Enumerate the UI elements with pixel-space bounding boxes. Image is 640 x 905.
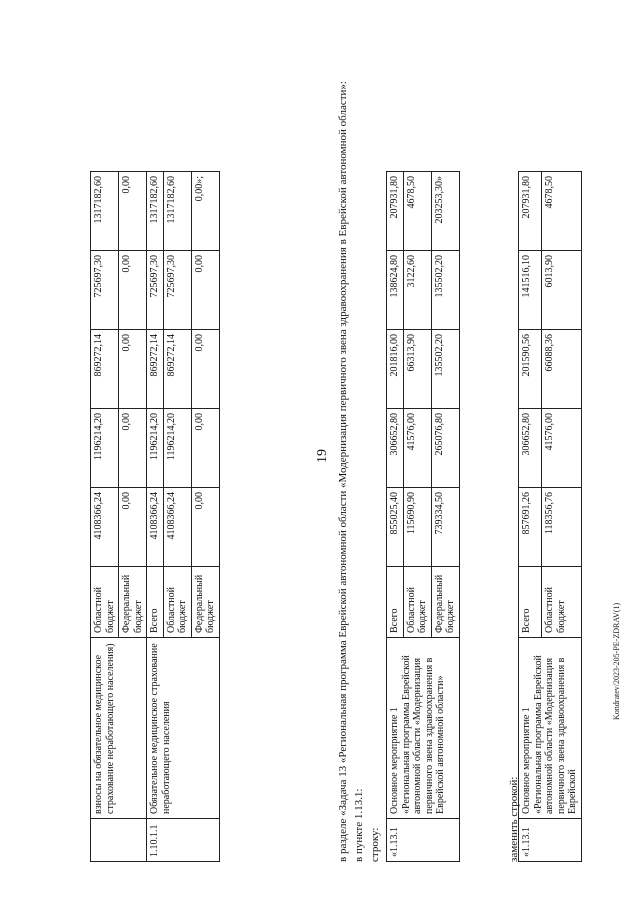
- replace-label: заменить строкой:: [508, 776, 520, 862]
- value-cell: 118356,76: [542, 488, 581, 567]
- funding-source: Федеральный бюджет: [119, 567, 147, 638]
- value-cell: 265076,80: [431, 409, 459, 488]
- table-row: [387, 172, 404, 862]
- value-cell: 4678,50: [542, 172, 581, 251]
- funding-source: Всего: [147, 567, 164, 638]
- funding-source: Областной бюджет: [403, 567, 431, 638]
- page-number: 19: [315, 449, 330, 463]
- value-cell: 306652,80: [387, 409, 404, 488]
- value-cell: 4678,50: [403, 172, 431, 251]
- value-cell: 1317182,60: [163, 172, 191, 251]
- row-number: 1.10.1.1: [147, 819, 220, 862]
- funding-source: Федеральный бюджет: [191, 567, 219, 638]
- value-cell: 725697,30: [147, 251, 164, 330]
- budget-table-new-row: [518, 171, 582, 862]
- funding-source: Областной бюджет: [542, 567, 581, 638]
- funding-source: Всего: [519, 567, 542, 638]
- row-name: взносы на обязательное медицинское страхование неработающего населения): [91, 638, 147, 819]
- value-cell: 725697,30: [91, 251, 119, 330]
- value-cell: 1196214,20: [147, 409, 164, 488]
- value-cell: 0,00: [119, 488, 147, 567]
- value-cell: 739334,50: [431, 488, 459, 567]
- value-cell: 0,00: [191, 409, 219, 488]
- row-label: строку:: [368, 827, 381, 862]
- funding-source: Всего: [387, 567, 404, 638]
- table-row: [519, 172, 542, 862]
- subpoint-text: в пункте 1.13.1:: [352, 788, 365, 862]
- value-cell: 4108366,24: [147, 488, 164, 567]
- value-cell: 0,00: [191, 251, 219, 330]
- value-cell: 0,00: [191, 488, 219, 567]
- value-cell: 1196214,20: [91, 409, 119, 488]
- value-cell: 0,00»;: [191, 172, 219, 251]
- value-cell: 0,00: [191, 330, 219, 409]
- row-number: [91, 819, 147, 862]
- value-cell: 306652,80: [519, 409, 542, 488]
- value-cell: 207931,80: [387, 172, 404, 251]
- value-cell: 4108366,24: [163, 488, 191, 567]
- value-cell: 135502,20: [431, 251, 459, 330]
- row-name: Обязательное медицинское страхование неработающего населения: [147, 638, 220, 819]
- funding-source: Областной бюджет: [91, 567, 119, 638]
- value-cell: 1317182,60: [91, 172, 119, 251]
- value-cell: 0,00: [119, 409, 147, 488]
- value-cell: 201590,56: [519, 330, 542, 409]
- funding-source: Федеральный бюджет: [431, 567, 459, 638]
- value-cell: 855025,40: [387, 488, 404, 567]
- value-cell: 0,00: [119, 330, 147, 409]
- value-cell: 3122,60: [403, 251, 431, 330]
- value-cell: 1196214,20: [163, 409, 191, 488]
- value-cell: 201816,00: [387, 330, 404, 409]
- row-name: Основное мероприятие 1 «Региональная программа Еврейской автономной области «Модернизация первичного звена здравоохранения в Еврейской автономной области»: [387, 638, 460, 819]
- table-row: [147, 172, 164, 862]
- value-cell: 207931,80: [519, 172, 542, 251]
- amendment-text: [335, 62, 384, 862]
- value-cell: 41576,00: [403, 409, 431, 488]
- value-cell: 66088,36: [542, 330, 581, 409]
- budget-table-old-row: [386, 171, 460, 862]
- table-row: [91, 172, 119, 862]
- value-cell: 869272,14: [163, 330, 191, 409]
- section-paragraph: в разделе «Задача 13 «Региональная программа Еврейской автономной области «Модернизация первичного звена здравоохранения в Еврейской автономной области»:: [337, 81, 349, 862]
- value-cell: 203253,30»: [431, 172, 459, 251]
- row-number: «1.13.1: [519, 819, 582, 862]
- budget-table-top: [90, 171, 220, 862]
- value-cell: 41576,00: [542, 409, 581, 488]
- value-cell: 6013,90: [542, 251, 581, 330]
- value-cell: 141516,10: [519, 251, 542, 330]
- value-cell: 66313,90: [403, 330, 431, 409]
- funding-source: Областной бюджет: [163, 567, 191, 638]
- value-cell: 869272,14: [147, 330, 164, 409]
- value-cell: 869272,14: [91, 330, 119, 409]
- value-cell: 857691,26: [519, 488, 542, 567]
- row-number: «1.13.1: [387, 819, 460, 862]
- row-name: Основное мероприятие 1 «Региональная программа Еврейской автономной области «Модернизация первичного звена здравоохранения в Еврейской: [519, 638, 582, 819]
- footer-code: Kondratev/2023-205-PE-ZDRAV(1): [612, 602, 621, 720]
- value-cell: 1317182,60: [147, 172, 164, 251]
- value-cell: 138624,80: [387, 251, 404, 330]
- value-cell: 4108366,24: [91, 488, 119, 567]
- value-cell: 0,00: [119, 172, 147, 251]
- value-cell: 115690,90: [403, 488, 431, 567]
- value-cell: 725697,30: [163, 251, 191, 330]
- value-cell: 0,00: [119, 251, 147, 330]
- value-cell: 135502,20: [431, 330, 459, 409]
